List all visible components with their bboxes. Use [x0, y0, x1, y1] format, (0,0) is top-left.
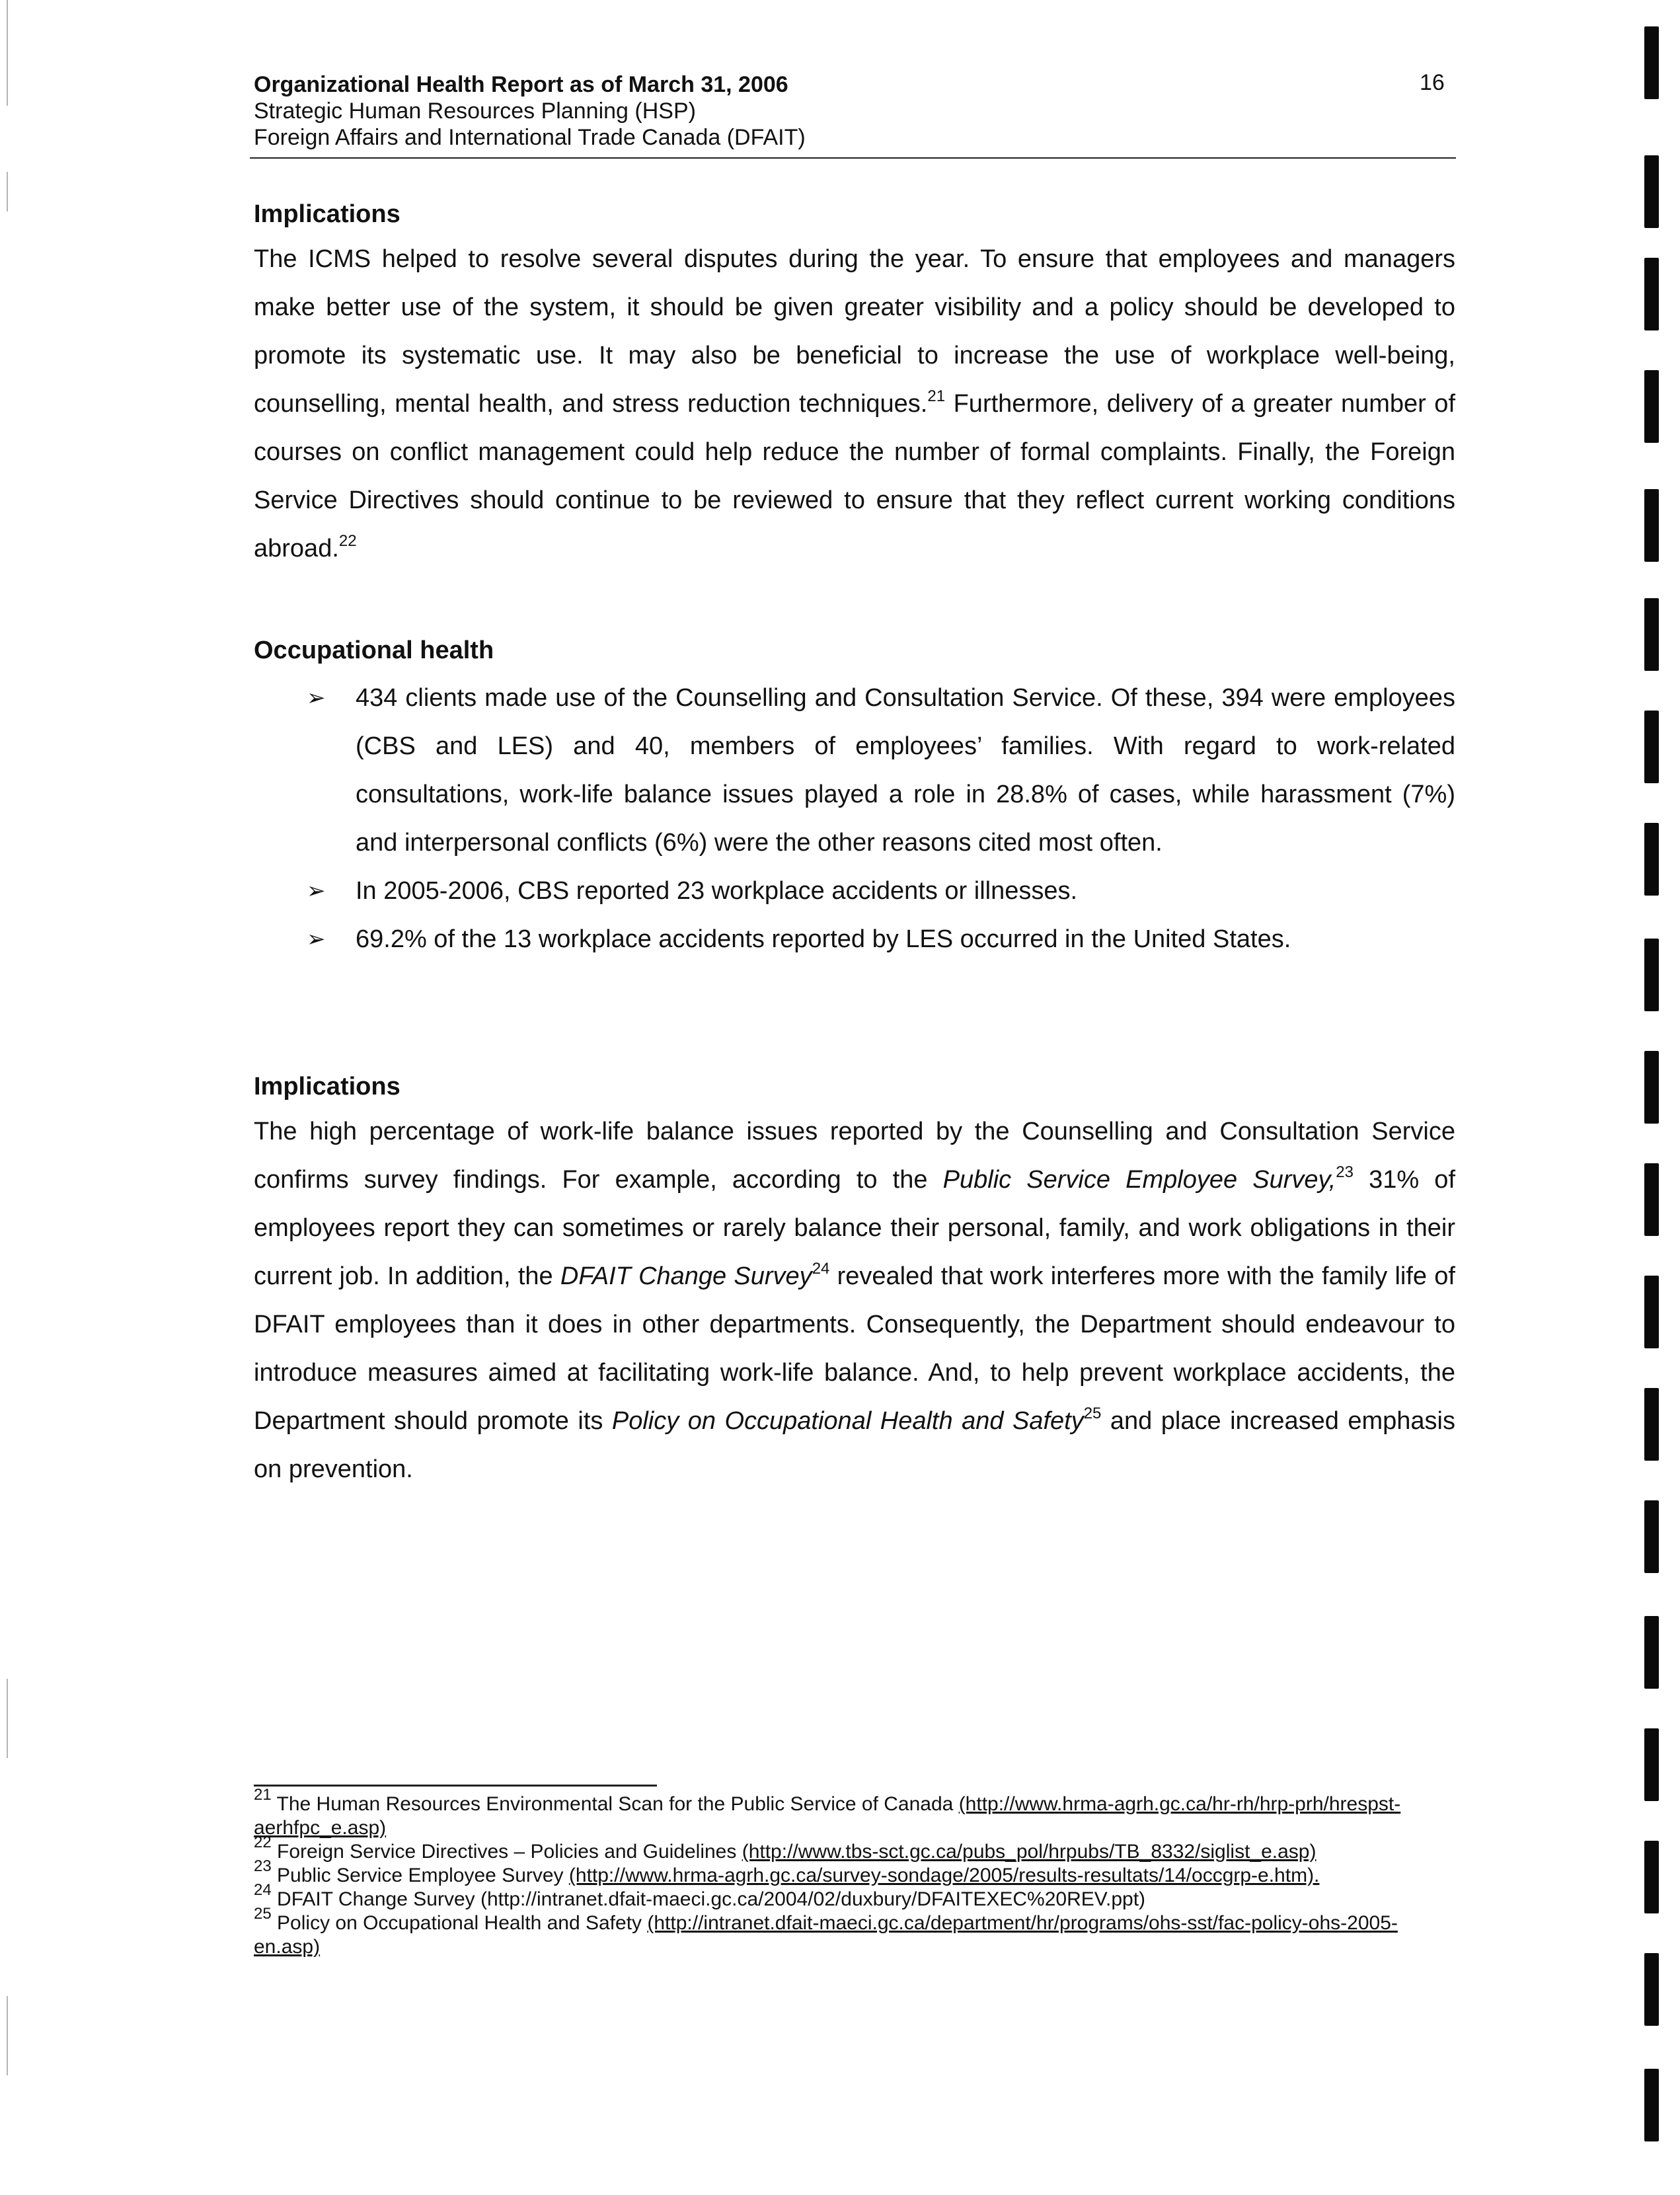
list-item [254, 915, 1455, 964]
footnote-number: 22 [254, 1833, 272, 1851]
occupational-health-section [254, 636, 1455, 665]
footnote [254, 1786, 1463, 1840]
binding-hole [1644, 26, 1659, 99]
scan-edge-line [7, 172, 8, 212]
paragraph-text: and place increased emphasis on prevention. [254, 1407, 1455, 1483]
paragraph [254, 1108, 1455, 1494]
binding-hole [1644, 1953, 1659, 2026]
footnote [254, 1881, 1463, 1911]
header-subtitle: Strategic Human Resources Planning (HSP) [254, 98, 696, 124]
binding-hole [1644, 1163, 1659, 1236]
section-heading: Occupational health [254, 636, 494, 664]
binding-hole [1644, 598, 1659, 671]
binding-hole [1644, 2069, 1659, 2141]
list-item [254, 867, 1455, 915]
binding-hole [1644, 1500, 1659, 1573]
binding-hole [1644, 939, 1659, 1011]
bullet-arrow-icon: ➢ [307, 685, 326, 711]
list-item-text: In 2005-2006, CBS reported 23 workplace accidents or illnesses. [356, 877, 1078, 905]
footnote-number: 21 [254, 1786, 272, 1804]
footnote-link[interactable]: (http://intranet.dfait-maeci.gc.ca/2004/02/duxbury/DFAITEXEC%20REV.ppt) [480, 1888, 1146, 1910]
paragraph-text: The ICMS helped to resolve several disputes during the year. To ensure that employees and managers make better use of the system, it should be given greater visibility and a policy should be developed to promote its systematic use. It may also be beneficial to increase the use of workplace well-being, counselling, mental health, and stress reduction techniques. [254, 245, 1455, 418]
footnote-ref: 25 [1083, 1405, 1102, 1422]
binding-hole [1644, 258, 1659, 330]
report-title: Organizational Health Report as of March 31, 2006 [254, 72, 788, 97]
binding-hole [1644, 489, 1659, 562]
header-divider [250, 157, 1456, 159]
footnote-ref: 21 [927, 387, 946, 405]
paragraph [254, 235, 1455, 573]
binding-hole [1644, 1728, 1659, 1801]
paragraph-text: 31% of employees report they can sometimes or rarely balance their personal, family, and work obligations in their current job. In addition, the [254, 1166, 1455, 1290]
section-heading: Implications [254, 1073, 401, 1100]
footnote-ref: 24 [812, 1260, 830, 1278]
binding-hole [1644, 155, 1659, 228]
footnotes [254, 1786, 1463, 1959]
list-item-text: 69.2% of the 13 workplace accidents reported by LES occurred in the United States. [356, 925, 1291, 953]
footnote-link[interactable]: (http://www.hrma-agrh.gc.ca/hr-rh/hrp-prh/hrespst-aerhfpc_e.asp) [254, 1793, 1401, 1839]
survey-title: DFAIT Change Survey [560, 1262, 812, 1290]
survey-title: Public Service Employee Survey, [942, 1166, 1336, 1194]
paragraph-text: Furthermore, delivery of a greater number of courses on conflict management could help reduce the number of formal complaints. Finally, the Foreign Service Directives should continue to be reviewed to ensure that they reflect current working conditions abroad. [254, 390, 1456, 562]
implications-section-2 [254, 1072, 1455, 1494]
binding-hole [1644, 370, 1659, 443]
implications-section-1 [254, 200, 1455, 573]
list-item [254, 674, 1455, 867]
footnote-number: 25 [254, 1905, 272, 1923]
footnote-link[interactable]: (http://intranet.dfait-maeci.gc.ca/department/hr/programs/ohs-sst/fac-policy-ohs-2005-en.asp) [254, 1912, 1398, 1958]
binding-hole [1644, 711, 1659, 783]
bullet-list [254, 674, 1455, 964]
footnote [254, 1905, 1463, 1959]
footnote-divider [254, 1785, 657, 1787]
scan-edge-line [7, 0, 8, 106]
footnote [254, 1857, 1463, 1888]
footnote-text: The Human Resources Environmental Scan for the Public Service of Canada [271, 1793, 959, 1815]
bullet-arrow-icon: ➢ [307, 927, 326, 952]
footnote-text: Foreign Service Directives – Policies and Guidelines [271, 1841, 742, 1863]
footnote-number: 23 [254, 1857, 272, 1875]
scan-edge-line [7, 1996, 8, 2075]
footnote-ref: 22 [338, 532, 357, 550]
binding-hole [1644, 1841, 1659, 1913]
bullet-arrow-icon: ➢ [307, 878, 326, 904]
header-department: Foreign Affairs and International Trade Canada (DFAIT) [254, 125, 806, 150]
policy-title: Policy on Occupational Health and Safety [611, 1407, 1084, 1435]
binding-hole [1644, 1051, 1659, 1124]
binding-hole [1644, 1388, 1659, 1461]
footnote-text: Policy on Occupational Health and Safety [271, 1912, 648, 1934]
scan-edge-line [7, 1679, 8, 1758]
paragraph-text: The high percentage of work-life balance issues reported by the Counselling and Consultation Service confirms survey findings. For example, according to the [254, 1118, 1455, 1194]
footnote-text: DFAIT Change Survey [271, 1888, 480, 1910]
footnote-link[interactable]: (http://www.tbs-sct.gc.ca/pubs_pol/hrpubs/TB_8332/siglist_e.asp) [742, 1841, 1317, 1863]
page-number: 16 [1420, 70, 1445, 95]
footnote-link[interactable]: (http://www.hrma-agrh.gc.ca/survey-sondage/2005/results-resultats/14/occgrp-e.htm). [568, 1865, 1320, 1886]
binding-hole [1644, 823, 1659, 896]
list-item-text: 434 clients made use of the Counselling and Consultation Service. Of these, 394 were employees (CBS and LES) and 40, members of employees’ families. With regard to work-related consultations, work-life balance issues played a role in 28.8% of cases, while harassment (7%) and interpersonal conflicts (6%) were the other reasons cited most often. [356, 684, 1455, 857]
paragraph-text: revealed that work interferes more with the family life of DFAIT employees than it does in other departments. Consequently, the Department should endeavour to introduce measures aimed at facilitating work-life balance. And, to help prevent workplace accidents, the Department should promote its [254, 1262, 1455, 1435]
footnote-number: 24 [254, 1881, 272, 1899]
footnote-text: Public Service Employee Survey [271, 1865, 569, 1886]
section-heading: Implications [254, 200, 401, 228]
running-header [254, 71, 1450, 151]
binding-hole [1644, 1276, 1659, 1348]
footnote-ref: 23 [1336, 1163, 1354, 1181]
binding-hole [1644, 1616, 1659, 1689]
footnote [254, 1833, 1463, 1864]
